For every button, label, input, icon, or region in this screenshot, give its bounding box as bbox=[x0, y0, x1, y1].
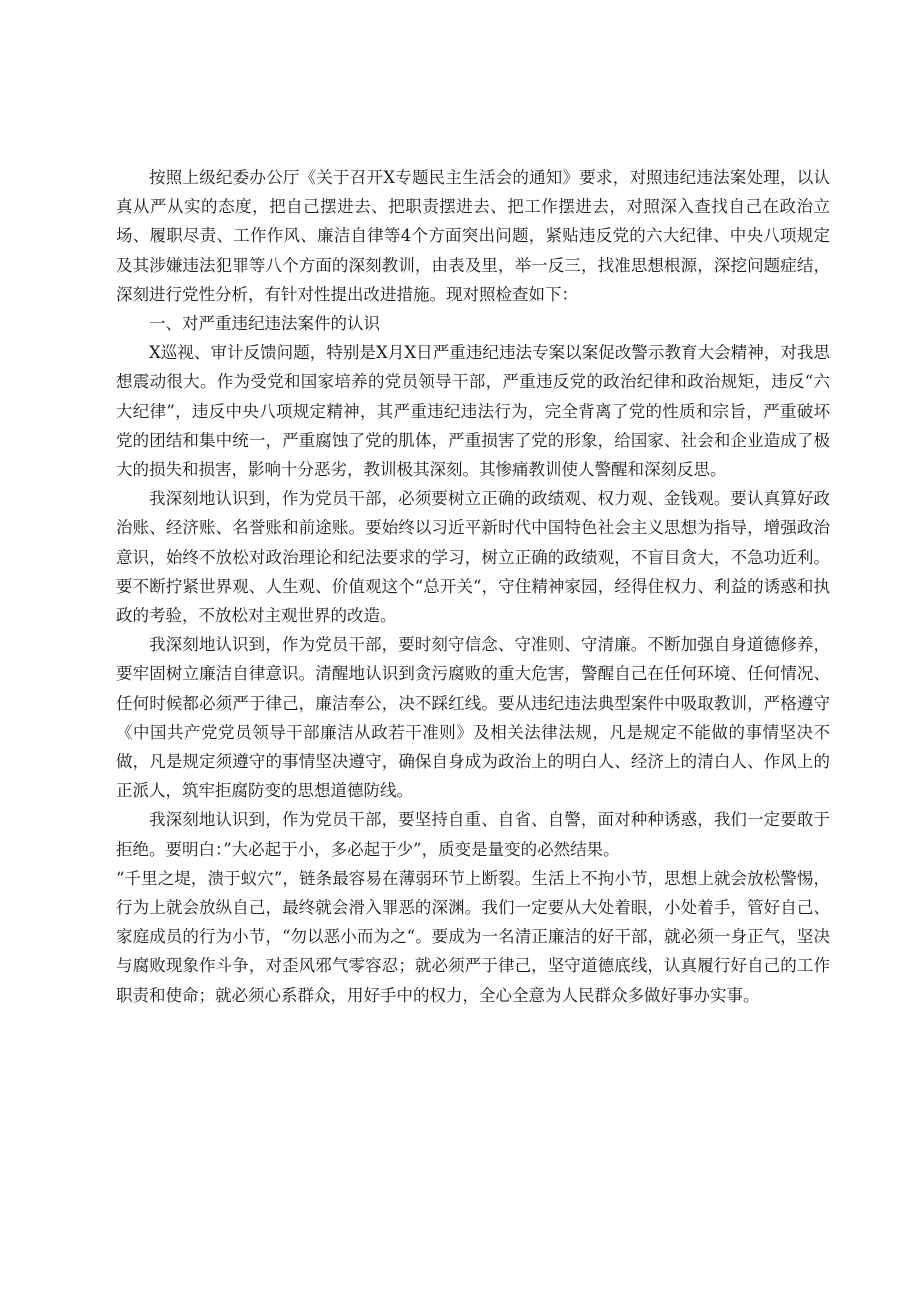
body-paragraph: X巡视、审计反馈问题，特别是X月X日严重违纪违法专案以案促改警示教育大会精神，对我思想震动很大。作为受党和国家培养的党员领导干部，严重违反党的政治纪律和政治规矩，违反“六大纪律”，违反中央八项规定精神，其严重违纪违法行为，完全背离了党的性质和宗旨，严重破坏党的团结和集中统一，严重腐蚀了党的肌体，严重损害了党的形象，给国家、社会和企业造成了极大的损失和损害，影响十分恶劣，教训极其深刻。其惨痛教训使人警醒和深刻反思。 bbox=[116, 343, 830, 480]
body-paragraph: 我深刻地认识到，作为党员干部，要时刻守信念、守准则、守清廉。不断加强自身道德修养，要牢固树立廉洁自律意识。清醒地认识到贪污腐败的重大危害，警醒自己在任何环境、任何情况、任何时候都必须严于律己，廉洁奉公，决不踩红线。要从违纪违法典型案件中吸取教训，严格遵守《中国共产党党员领导干部廉洁从政若干准则》及相关法律法规，凡是规定不能做的事情坚决不做，凡是规定须遵守的事情坚决遵守，确保自身成为政治上的明白人、经济上的清白人、作风上的正派人，筑牢拒腐防变的思想道德防线。 bbox=[116, 635, 830, 801]
body-paragraph: 我深刻地认识到，作为党员干部，要坚持自重、自省、自警，面对种种诱惑，我们一定要敢于拒绝。要明白：”大必起于小，多必起于少”，质变是量变的必然结果。 bbox=[116, 810, 830, 859]
intro-paragraph: 按照上级纪委办公厅《关于召开X专题民主生活会的通知》要求，对照违纪违法案处理，以认真从严从实的态度，把自己摆进去、把职责摆进去、把工作摆进去，对照深入查找自己在政治立场、履职尽责、工作作风、廉洁自律等4个方面突出问题，紧贴违反党的六大纪律、中央八项规定及其涉嫌违法犯罪等八个方面的深刻教训，由表及里，举一反三，找准思想根源，深挖问题症结，深刻进行党性分析，有针对性提出改进措施。现对照检查如下： bbox=[116, 168, 830, 304]
section-heading: 一、对严重违纪违法案件的认识 bbox=[149, 314, 380, 334]
document-body bbox=[116, 163, 830, 1010]
body-paragraph: 我深刻地认识到，作为党员干部，必须要树立正确的政绩观、权力观、金钱观。要认真算好政治账、经济账、名誉账和前途账。要始终以习近平新时代中国特色社会主义思想为指导，增强政治意识，始终不放松对政治理论和纪法要求的学习，树立正确的政绩观，不盲目贪大，不急功近利。要不断拧紧世界观、人生观、价值观这个“总开关“，守住精神家园，经得住权力、利益的诱惑和执政的考验，不放松对主观世界的改造。 bbox=[116, 489, 830, 626]
body-paragraph: “千里之堤，溃于蚁穴”，链条最容易在薄弱环节上断裂。生活上不拘小节，思想上就会放松警惕，行为上就会放纵自己，最终就会滑入罪恶的深渊。我们一定要从大处着眼，小处着手，管好自己、家庭成员的行为小节，“勿以恶小而为之“。要成为一名清正廉洁的好干部，就必须一身正气，坚决与腐败现象作斗争，对歪风邪气零容忍；就必须严于律己，坚守道德底线，认真履行好自己的工作职责和使命；就必须心系群众，用好手中的权力，全心全意为人民群众多做好事办实事。 bbox=[116, 868, 830, 1005]
